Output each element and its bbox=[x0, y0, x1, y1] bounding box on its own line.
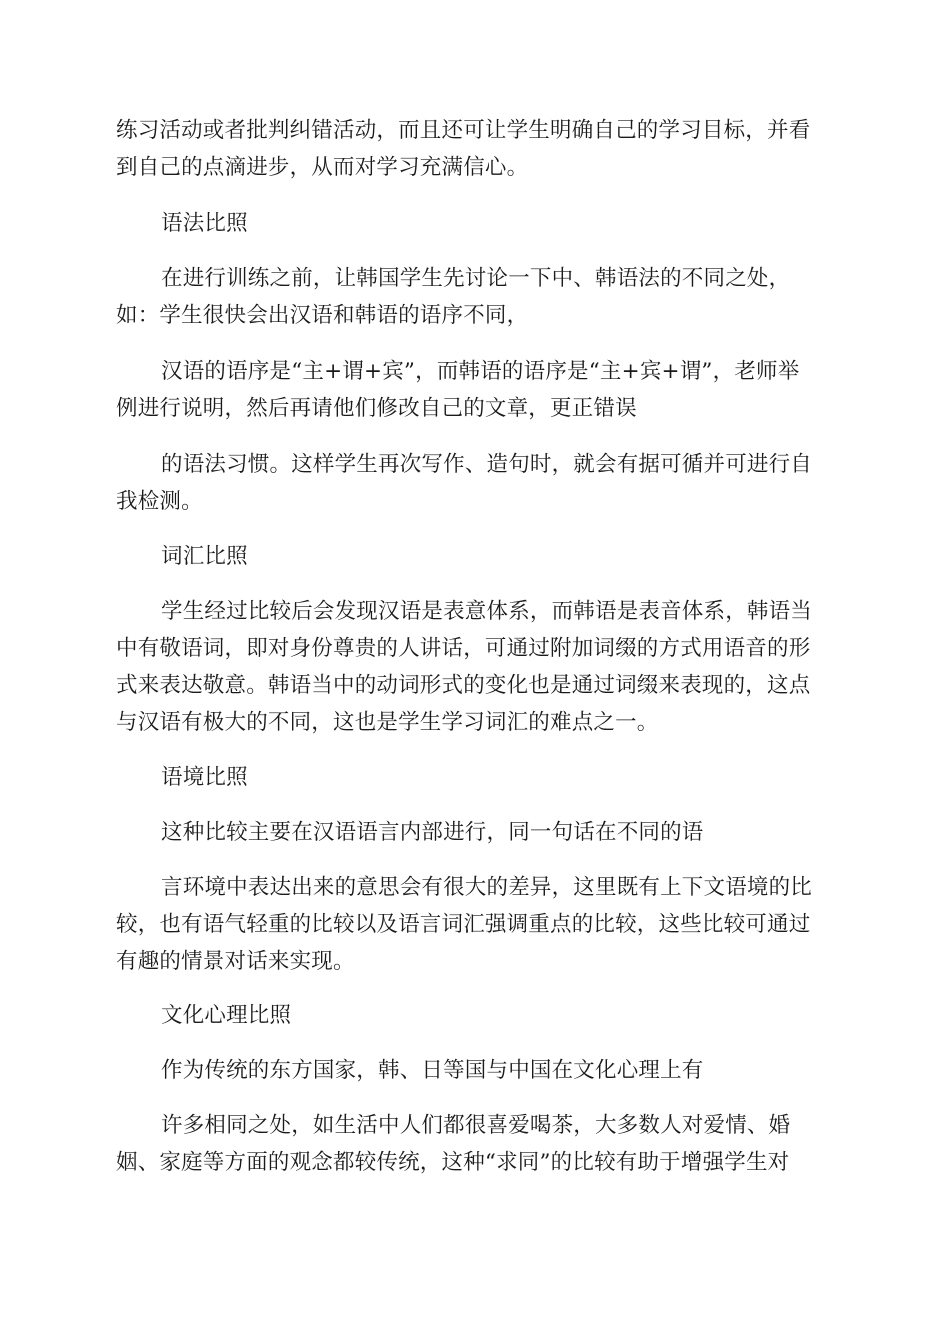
body-text-line: 姻、家庭等方面的观念都较传统，这种“求同”的比较有助于增强学生对 bbox=[116, 1150, 790, 1175]
body-text-line: 汉语的语序是“主+谓+宾”，而韩语的语序是“主+宾+谓”，老师举 bbox=[161, 359, 800, 384]
body-text-line: 如：学生很快会出汉语和韩语的语序不同， bbox=[116, 303, 529, 328]
body-text-line: 学生经过比较后会发现汉语是表意体系，而韩语是表音体系，韩语当 bbox=[161, 599, 813, 624]
body-text-line: 中有敬语词，即对身份尊贵的人讲话，可通过附加词缀的方式用语音的形 bbox=[116, 636, 811, 661]
section-heading-grammar: 语法比照 bbox=[161, 211, 248, 236]
body-text-line: 的语法习惯。这样学生再次写作、造句时，就会有据可循并可进行自 bbox=[161, 452, 813, 477]
body-text-line: 例进行说明，然后再请他们修改自己的文章，更正错误 bbox=[116, 396, 637, 421]
body-text-line: 式来表达敬意。韩语当中的动词形式的变化也是通过词缀来表现的，这点 bbox=[116, 673, 811, 698]
section-heading-culture: 文化心理比照 bbox=[161, 1003, 292, 1028]
body-text-line: 言环境中表达出来的意思会有很大的差异，这里既有上下文语境的比 bbox=[161, 875, 813, 900]
body-text-line: 到自己的点滴进步，从而对学习充满信心。 bbox=[116, 155, 529, 180]
body-text-line: 较，也有语气轻重的比较以及语言词汇强调重点的比较，这些比较可通过 bbox=[116, 912, 811, 937]
body-text-line: 与汉语有极大的不同，这也是学生学习词汇的难点之一。 bbox=[116, 710, 659, 735]
body-text-line: 作为传统的东方国家，韩、日等国与中国在文化心理上有 bbox=[161, 1058, 704, 1083]
body-text-line: 许多相同之处，如生活中人们都很喜爱喝茶，大多数人对爱情、婚 bbox=[161, 1113, 791, 1138]
body-text-line: 我检测。 bbox=[116, 489, 203, 514]
section-heading-vocabulary: 词汇比照 bbox=[161, 544, 248, 569]
body-text-line: 在进行训练之前，让韩国学生先讨论一下中、韩语法的不同之处， bbox=[161, 266, 791, 291]
body-text-line: 有趣的情景对话来实现。 bbox=[116, 949, 355, 974]
body-text-line: 练习活动或者批判纠错活动，而且还可让学生明确自己的学习目标，并看 bbox=[116, 118, 811, 143]
section-heading-context: 语境比照 bbox=[161, 765, 248, 790]
body-text-line: 这种比较主要在汉语语言内部进行，同一句话在不同的语 bbox=[161, 820, 704, 845]
